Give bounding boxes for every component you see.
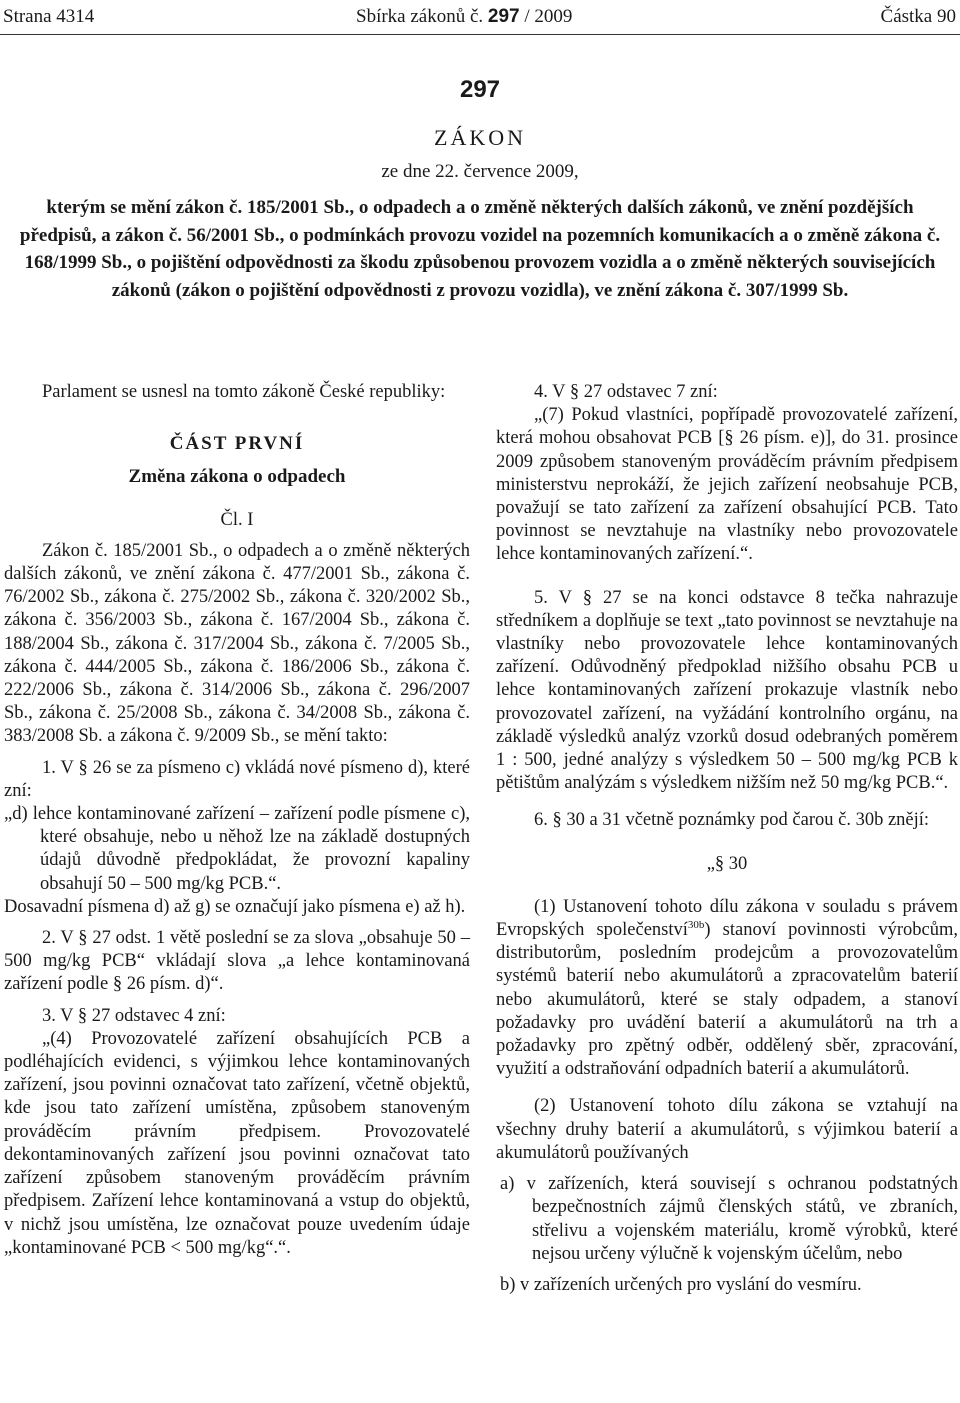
paragraph-1-text-a: (1) Ustanovení tohoto dílu zákona v souladu s právem Evropských společenství [496,896,958,941]
point-3-quote: „(4) Provozovatelé zařízení obsahujících PCB a podléhajících evidenci, s výjimkou lehce kontaminovaných zařízení, jsou povinni označovat tato zařízení, včetně objektů, kde jsou tato zařízení umístěna, způsobem stanoveným prováděcím právním předpisem. Provozovatelé dekontaminovaných zařízení jsou povinni označovat tato zařízení způsobem stanoveným prováděcím právním předpisem. Zařízení lehce kontaminovaná a vstup do objektů, v nichž jsou umístěna, lze označovat pouze uvedením údaje „kontaminované PCB < 500 mg/kg“.“. [4,1028,470,1258]
preamble: Parlament se usnesl na tomto zákoně České republiky: [42,382,446,402]
article-heading: Čl. I [220,509,254,530]
right-column [496,381,958,1297]
collection-prefix: Sbírka zákonů č. [356,6,488,27]
act-subject: kterým se mění zákon č. 185/2001 Sb., o odpadech a o změně některých dalších zákonů, ve znění pozdějších předpisů, a zákon č. 56/2001 Sb., o podmínkách provozu vozidel na pozemních komunikacích a o změně zákona č. 168/1999 Sb., o pojištění odpovědnosti za škodu způsobenou provozem vozidla a o změně některých souvisejících zákonů (zákon o pojištění odpovědnosti z provozu vozidla), ve znění zákona č. 307/1999 Sb. [19,197,941,301]
header-divider [0,34,960,35]
part-subtitle: Změna zákona o odpadech [128,466,346,488]
point-1-quote: „d) lehce kontaminované zařízení – zařízení podle písmene c), které obsahuje, nebo u něhož lze na základě dostupných údajů důvodně předpokládat, že provozní kapaliny obsahují 50 – 500 mg/kg PCB.“. [4,804,470,894]
point-6: 6. § 30 a 31 včetně poznámky pod čarou č. 30b znějí: [534,810,930,831]
point-2: 2. V § 27 odst. 1 větě poslední se za slova „obsahuje 50 – 500 mg/kg PCB“ vkládají slova „a lehce kontaminovaná zařízení podle § 26 písm. d)“. [4,928,470,995]
amendment-intro: Zákon č. 185/2001 Sb., o odpadech a o změně některých dalších zákonů, ve znění zákona č. 477/2001 Sb., zákona č. 76/2002 Sb., zákona č. 275/2002 Sb., zákona č. 320/2002 Sb., zákona č. 356/2003 Sb., zákona č. 167/2004 Sb., zákona č. 188/2004 Sb., zákona č. 317/2004 Sb., zákona č. 7/2005 Sb., zákona č. 444/2005 Sb., zákona č. 186/2006 Sb., zákona č. 222/2006 Sb., zákona č. 314/2006 Sb., zákona č. 296/2007 Sb., zákona č. 25/2008 Sb., zákona č. 34/2008 Sb., zákona č. 383/2008 Sb. a zákona č. 9/2009 Sb., se mění takto: [4,540,470,747]
point-5: 5. V § 27 se na konci odstavce 8 tečka nahrazuje středníkem a doplňuje se text „tato povinnost se nevztahuje na vlastníky nebo provozovatele lehce kontaminovaných zařízení. Odůvodněný předpoklad nižšího obsahu PCB u lehce kontaminovaných zařízení prokazuje vlastník nebo provozovatel zařízení, na vyžádání kontrolního orgánu, na základě výsledků analýz vzorků dosud odebraných poměrem 1 : 500, jedné analýzy s výsledkem 50 – 500 mg/kg PCB k pětištům analýzám s výsledkem nižším než 50 mg/kg PCB.“. [496,587,958,794]
act-number: 297 [459,76,501,103]
point-1: 1. V § 26 se za písmeno c) vkládá nové písmeno d), které zní: [4,757,470,801]
section-paragraph-2: (2) Ustanovení tohoto dílu zákona se vztahují na všechny druhy baterií a akumulátorů, s výjimkou baterií a akumulátorů používaných [496,1096,958,1163]
paragraph-1-text-b: ) stanoví povinnosti výrobcům, distributorům, posledním prodejcům a provozovatelům systémů baterií nebo akumulátorů a zpracovatelům baterií nebo akumulátorů, které se staly odpadem, a stanoví požadavky pro uvádění baterií a akumulátorů na trh a požadavky pro zpětný odběr, oddělený sběr, zpracování, využití a odstraňování odpadních baterií a akumulátorů. [496,920,958,1080]
paragraph-2-item-b: b) v zařízeních určených pro vyslání do vesmíru. [500,1274,862,1295]
act-date: ze dne 22. července 2009, [381,161,579,182]
footnote-reference: 30b [687,918,705,931]
point-1-after: Dosavadní písmena d) až g) se označují jako písmena e) až h). [4,896,466,917]
collection-reference [356,2,572,32]
part-title: ČÁST PRVNÍ [169,433,305,455]
collection-number: 297 [487,6,520,27]
act-title: ZÁKON [434,125,526,150]
page-header [0,0,960,30]
section-heading: „§ 30 [706,853,748,874]
collection-suffix: / 2009 [519,6,573,27]
point-4: 4. V § 27 odstavec 7 zní: [534,382,718,402]
point-3: 3. V § 27 odstavec 4 zní: [42,1005,226,1026]
point-4-quote: „(7) Pokud vlastníci, popřípadě provozovatelé zařízení, která mohou obsahovat PCB [§ 26 písm. e)], do 31. prosince 2009 způsobem stanoveným prováděcím právním předpisem ministerstvu neprokáží, že jejich zařízení neobsahuje PCB, považují se tato zařízení za zařízení obsahující PCB. Tato povinnost se nevztahuje na vlastníky nebo provozovatele lehce kontaminovaných zařízení.“. [496,405,958,565]
part-number: Částka 90 [880,6,956,27]
page-number: Strana 4314 [3,6,95,27]
paragraph-2-item-a: a) v zařízeních, která souvisejí s ochranou podstatných bezpečnostních zájmů členských států, ve zbraních, střelivu a vojenském materiálu, kromě výrobků, které nejsou určeny výlučně k vojenským účelům, nebo [500,1174,958,1264]
section-paragraph-1 [496,896,958,1082]
left-column [4,381,470,1260]
